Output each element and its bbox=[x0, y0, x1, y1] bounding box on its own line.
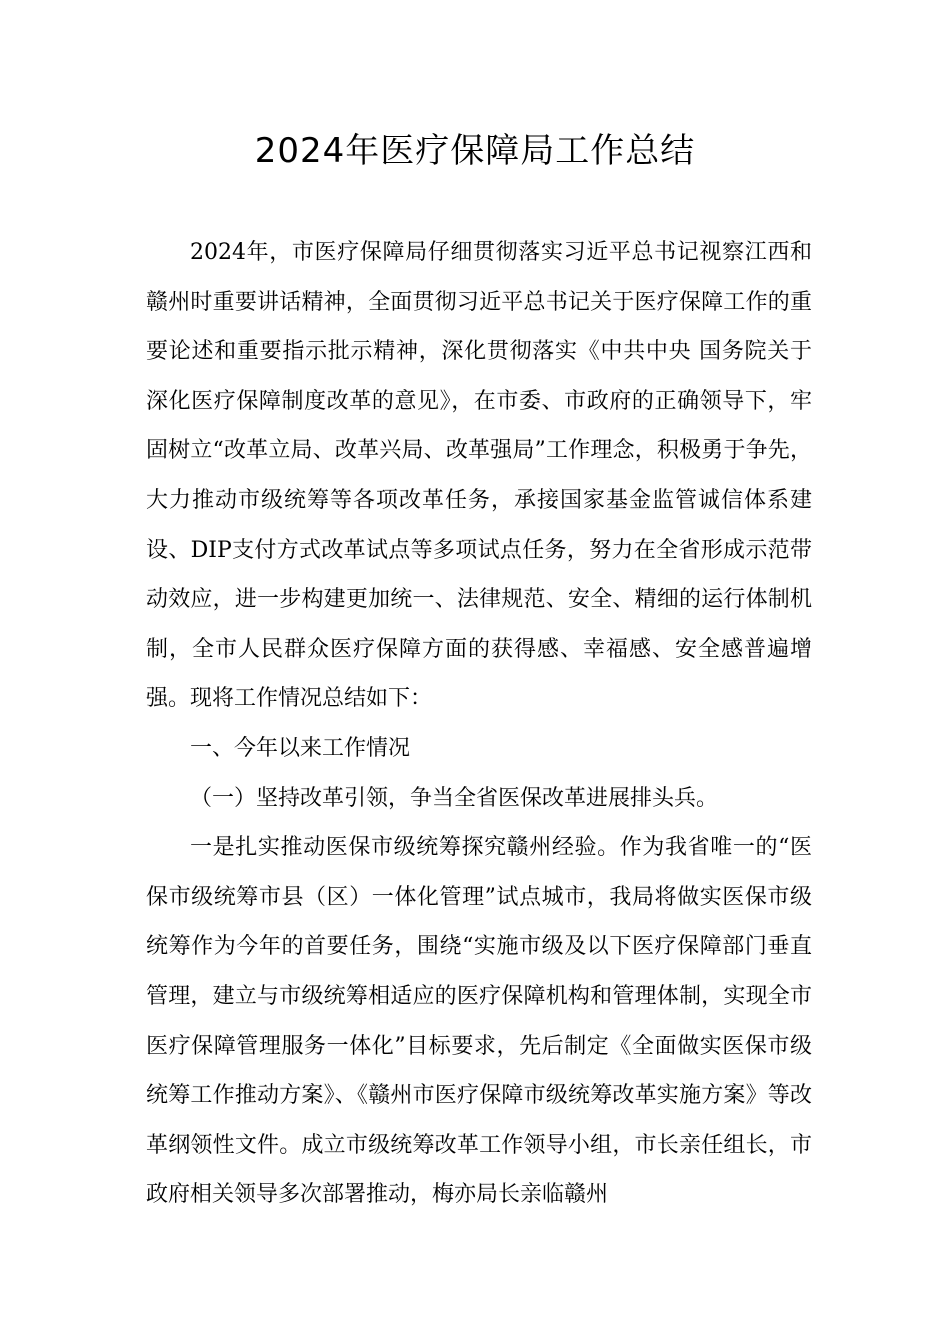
document-title: 2024年医疗保障局工作总结 bbox=[254, 131, 696, 171]
intro-paragraph: 2024年，市医疗保障局仔细贯彻落实习近平总书记视察江西和赣州时重要讲话精神，全面贯彻习近平总书记关于医疗保障工作的重要论述和重要指示批示精神，深化贯彻落实《中共中央 国务院关于深化医疗保障制度改革的意见》，在市委、市政府的正确领导下，牢固树立“改革立局、改革兴局、改革强局”工作理念，积极勇于争先，大力推动市级统筹等各项改革任务，承接国家基金监管诚信体系建设、DIP支付方式改革试点等多项试点任务，努力在全省形成示范带动效应，进一步构建更加统一、法律规范、安全、精细的运行体制机制，全市人民群众医疗保障方面的获得感、幸福感、安全感普遍增强。现将工作情况总结如下： bbox=[146, 240, 812, 712]
document-body bbox=[146, 228, 812, 1220]
section-heading: 一、今年以来工作情况 bbox=[190, 735, 411, 761]
subsection-heading: （一）坚持改革引领，争当全省医保改革进展排头兵。 bbox=[190, 785, 719, 811]
body-paragraph: 一是扎实推动医保市级统筹探究赣州经验。作为我省唯一的“医保市级统筹市县（区）一体化管理”试点城市，我局将做实医保市级统筹作为今年的首要任务，围绕“实施市级及以下医疗保障部门垂直管理，建立与市级统筹相适应的医疗保障机构和管理体制，实现全市医疗保障管理服务一体化”目标要求，先后制定《全面做实医保市级统筹工作推动方案》、《赣州市医疗保障市级统筹改革实施方案》等改革纲领性文件。成立市级统筹改革工作领导小组，市长亲任组长，市政府相关领导多次部署推动，梅亦局长亲临赣州 bbox=[146, 835, 812, 1208]
